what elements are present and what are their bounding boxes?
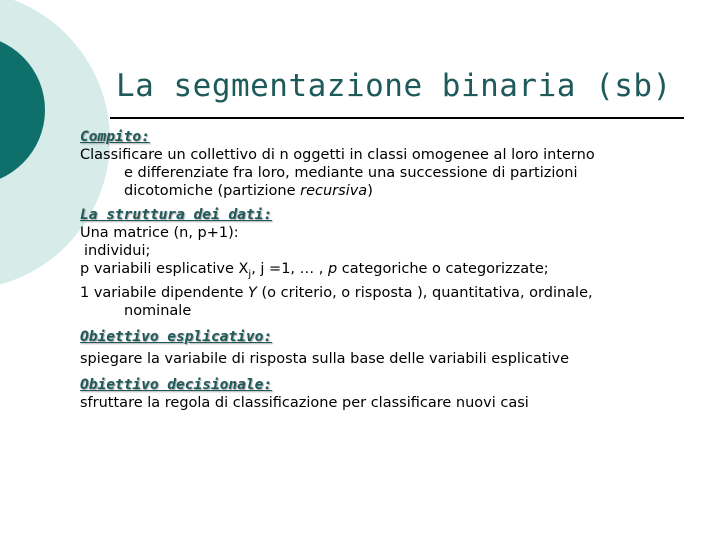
struttura-line-4-italic: Y bbox=[248, 284, 257, 301]
struttura-line-4-a: 1 variabile dipendente bbox=[80, 284, 249, 301]
struttura-line-3-d: categoriche o categorizzate; bbox=[337, 261, 549, 277]
compito-line-3-a: dicotomiche (partizione bbox=[124, 183, 301, 199]
compito-line-3 bbox=[80, 182, 700, 200]
struttura-line-5: nominale bbox=[124, 302, 192, 319]
struttura-line-3-b: , j =1, … , bbox=[251, 261, 328, 277]
heading-decisionale: Obiettivo decisionale: bbox=[80, 376, 273, 393]
decisionale-line-1: sfruttare la regola di classificazione per classificare nuovi casi bbox=[80, 394, 529, 411]
heading-compito: Compito: bbox=[80, 129, 150, 145]
title-underline bbox=[110, 117, 684, 119]
slide-title: La segmentazione binaria (sb) bbox=[116, 68, 672, 104]
struttura-line-3 bbox=[80, 260, 700, 284]
compito-line-3-italic: recursiva bbox=[300, 183, 368, 199]
struttura-line-4-c: (o criterio, o risposta ), quantitativa, ordinale, bbox=[256, 284, 593, 301]
struttura-line-3-sub: j bbox=[248, 268, 252, 280]
slide-content bbox=[80, 128, 700, 412]
compito-line-2: e differenziate fra loro, mediante una successione di partizioni bbox=[124, 165, 578, 181]
struttura-line-1: Una matrice (n, p+1): bbox=[80, 225, 239, 241]
esplicativo-line-1: spiegare la variabile di risposta sulla base delle variabili esplicative bbox=[80, 350, 570, 367]
compito-line-3-c: ) bbox=[367, 183, 373, 199]
heading-esplicativo: Obiettivo esplicativo: bbox=[80, 328, 273, 345]
heading-struttura: La struttura dei dati: bbox=[80, 207, 273, 223]
compito-line-1: Classificare un collettivo di n oggetti in classi omogenee al loro interno bbox=[80, 147, 595, 163]
struttura-line-2: individui; bbox=[84, 243, 151, 259]
struttura-line-4 bbox=[80, 284, 700, 302]
struttura-line-3-italic: p bbox=[327, 261, 338, 277]
struttura-line-3-a: p variabili esplicative X bbox=[80, 261, 249, 277]
